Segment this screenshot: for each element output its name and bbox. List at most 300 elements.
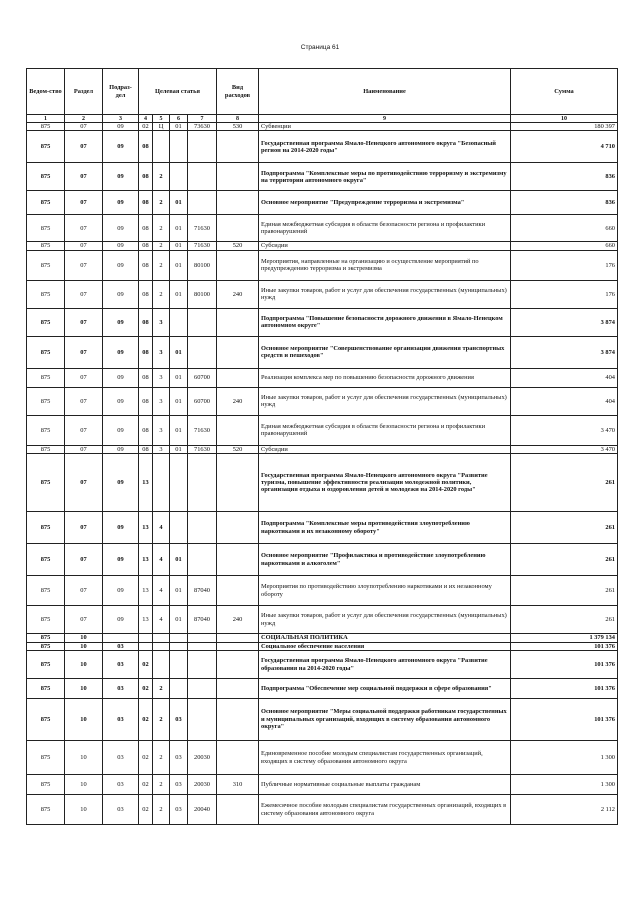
department-cell: 875 [27, 131, 65, 163]
subsection-cell: 09 [103, 191, 139, 215]
target-direction-cell: 20040 [188, 795, 217, 825]
sum-cell: 4 710 [511, 131, 618, 163]
column-number: 9 [259, 115, 511, 123]
subsection-cell: 09 [103, 242, 139, 250]
header-department: Ведом-ство [27, 69, 65, 115]
target-subprogram-cell: 2 [153, 775, 170, 795]
target-direction-cell [188, 512, 217, 544]
target-program-cell [139, 642, 153, 650]
section-cell: 10 [65, 651, 103, 679]
expense-type-cell [217, 131, 259, 163]
name-cell: Иные закупки товаров, работ и услуг для обеспечения государственных (муниципальных) нужд [259, 606, 511, 634]
target-program-cell: 13 [139, 544, 153, 576]
sum-cell: 261 [511, 454, 618, 512]
target-subprogram-cell [153, 651, 170, 679]
sum-cell: 1 300 [511, 775, 618, 795]
department-cell: 875 [27, 576, 65, 606]
sum-cell: 180 397 [511, 123, 618, 131]
expense-type-cell [217, 163, 259, 191]
target-program-cell: 08 [139, 280, 153, 308]
subsection-cell: 09 [103, 163, 139, 191]
target-activity-cell: 01 [170, 415, 188, 445]
name-cell: Ежемесячное пособие молодым специалистам государственных организаций, входящих в систему образования автономного округа [259, 795, 511, 825]
column-number: 7 [188, 115, 217, 123]
expense-type-cell [217, 250, 259, 280]
header-name: Наименование [259, 69, 511, 115]
target-subprogram-cell: 3 [153, 387, 170, 415]
target-program-cell: 13 [139, 512, 153, 544]
department-cell: 875 [27, 544, 65, 576]
department-cell: 875 [27, 454, 65, 512]
page-number-label: Страница 61 [300, 44, 340, 51]
target-activity-cell: 01 [170, 123, 188, 131]
sum-cell: 261 [511, 512, 618, 544]
subsection-cell: 09 [103, 368, 139, 387]
sum-cell: 1 300 [511, 741, 618, 775]
expense-type-cell [217, 454, 259, 512]
target-activity-cell: 01 [170, 191, 188, 215]
section-cell: 07 [65, 445, 103, 453]
target-subprogram-cell: 3 [153, 308, 170, 336]
target-subprogram-cell: 4 [153, 606, 170, 634]
subsection-cell: 03 [103, 699, 139, 741]
table-row [27, 795, 618, 825]
sum-cell: 836 [511, 191, 618, 215]
target-subprogram-cell: 2 [153, 280, 170, 308]
header-section: Раздел [65, 69, 103, 115]
name-cell: Основное мероприятие "Предупреждение терроризма и экстремизма" [259, 191, 511, 215]
target-direction-cell: 71630 [188, 415, 217, 445]
subsection-cell: 09 [103, 454, 139, 512]
target-subprogram-cell: 2 [153, 741, 170, 775]
target-subprogram-cell: 2 [153, 250, 170, 280]
sum-cell: 2 112 [511, 795, 618, 825]
target-direction-cell: 20030 [188, 741, 217, 775]
department-cell: 875 [27, 368, 65, 387]
target-activity-cell: 01 [170, 544, 188, 576]
name-cell: Единая межбюджетная субсидия в области безопасности региона и профилактики правонарушений [259, 215, 511, 242]
sum-cell: 261 [511, 544, 618, 576]
table-row [27, 642, 618, 650]
section-cell: 07 [65, 308, 103, 336]
target-program-cell: 13 [139, 454, 153, 512]
section-cell: 07 [65, 454, 103, 512]
department-cell: 875 [27, 280, 65, 308]
column-number: 8 [217, 115, 259, 123]
name-cell: Иные закупки товаров, работ и услуг для обеспечения государственных (муниципальных) нужд [259, 387, 511, 415]
target-program-cell: 08 [139, 163, 153, 191]
table-row [27, 250, 618, 280]
table-row [27, 336, 618, 368]
department-cell: 875 [27, 242, 65, 250]
target-subprogram-cell: Ц [153, 123, 170, 131]
section-cell: 10 [65, 795, 103, 825]
target-program-cell: 08 [139, 387, 153, 415]
name-cell: Основное мероприятие "Профилактика и противодействие злоупотреблению наркотиками и алкоголем" [259, 544, 511, 576]
table-row [27, 679, 618, 699]
target-activity-cell: 01 [170, 576, 188, 606]
target-direction-cell: 71630 [188, 445, 217, 453]
section-cell: 07 [65, 131, 103, 163]
expense-type-cell [217, 741, 259, 775]
name-cell: Мероприятия, направленные на организацию и осуществление мероприятий по предупреждению терроризма и экстремизма [259, 250, 511, 280]
sum-cell: 261 [511, 606, 618, 634]
target-direction-cell: 20030 [188, 775, 217, 795]
table-row [27, 242, 618, 250]
target-activity-cell: 01 [170, 368, 188, 387]
header-subsection: Подраз-дел [103, 69, 139, 115]
subsection-cell: 09 [103, 512, 139, 544]
name-cell: Подпрограмма "Повышение безопасности дорожного движения в Ямало-Ненецком автономном округе" [259, 308, 511, 336]
target-subprogram-cell: 2 [153, 163, 170, 191]
target-program-cell: 02 [139, 795, 153, 825]
section-cell: 07 [65, 280, 103, 308]
name-cell: Подпрограмма "Комплексные меры противодействия злоупотреблению наркотиками и их незаконному обороту" [259, 512, 511, 544]
name-cell: СОЦИАЛЬНАЯ ПОЛИТИКА [259, 634, 511, 642]
name-cell: Основное мероприятие "Совершенствование организации движения транспортных средств и пешеходов" [259, 336, 511, 368]
section-cell: 07 [65, 215, 103, 242]
department-cell: 875 [27, 123, 65, 131]
subsection-cell: 09 [103, 387, 139, 415]
table-row [27, 308, 618, 336]
subsection-cell: 09 [103, 415, 139, 445]
name-cell: Единая межбюджетная субсидия в области безопасности региона и профилактики правонарушений [259, 415, 511, 445]
target-program-cell: 02 [139, 775, 153, 795]
subsection-cell: 09 [103, 544, 139, 576]
department-cell: 875 [27, 651, 65, 679]
department-cell: 875 [27, 634, 65, 642]
table-row [27, 651, 618, 679]
sum-cell: 101 376 [511, 642, 618, 650]
target-activity-cell [170, 308, 188, 336]
sum-cell: 101 376 [511, 651, 618, 679]
subsection-cell [103, 634, 139, 642]
expense-type-cell [217, 642, 259, 650]
expense-type-cell [217, 544, 259, 576]
table-row [27, 415, 618, 445]
target-activity-cell: 03 [170, 699, 188, 741]
sum-cell: 404 [511, 368, 618, 387]
target-program-cell: 08 [139, 368, 153, 387]
table-row [27, 445, 618, 453]
section-cell: 07 [65, 242, 103, 250]
target-direction-cell [188, 131, 217, 163]
table-row [27, 131, 618, 163]
target-program-cell: 08 [139, 242, 153, 250]
section-cell: 07 [65, 415, 103, 445]
sum-cell: 660 [511, 215, 618, 242]
subsection-cell: 03 [103, 642, 139, 650]
target-activity-cell: 01 [170, 606, 188, 634]
target-activity-cell: 03 [170, 741, 188, 775]
expense-type-cell: 240 [217, 387, 259, 415]
sum-cell: 1 379 134 [511, 634, 618, 642]
expense-type-cell [217, 368, 259, 387]
section-cell: 10 [65, 634, 103, 642]
target-subprogram-cell: 3 [153, 336, 170, 368]
subsection-cell: 09 [103, 250, 139, 280]
section-cell: 07 [65, 576, 103, 606]
sum-cell: 836 [511, 163, 618, 191]
name-cell: Государственная программа Ямало-Ненецкого автономного округа "Развитие туризма, повышение эффективности реализации молодежной политики, организация отдыха и оздоровления детей и молодежи на 2014-2020 годы" [259, 454, 511, 512]
target-direction-cell [188, 191, 217, 215]
sum-cell: 3 874 [511, 308, 618, 336]
target-activity-cell: 03 [170, 775, 188, 795]
table-row [27, 576, 618, 606]
column-number: 10 [511, 115, 618, 123]
expense-type-cell [217, 415, 259, 445]
department-cell: 875 [27, 163, 65, 191]
target-subprogram-cell [153, 634, 170, 642]
table-row [27, 215, 618, 242]
target-activity-cell [170, 634, 188, 642]
table-row [27, 699, 618, 741]
subsection-cell: 09 [103, 123, 139, 131]
subsection-cell: 09 [103, 280, 139, 308]
target-activity-cell [170, 454, 188, 512]
target-direction-cell [188, 679, 217, 699]
target-subprogram-cell [153, 642, 170, 650]
expense-type-cell [217, 191, 259, 215]
table-row [27, 280, 618, 308]
sum-cell: 176 [511, 250, 618, 280]
subsection-cell: 03 [103, 679, 139, 699]
department-cell: 875 [27, 795, 65, 825]
section-cell: 07 [65, 387, 103, 415]
expense-type-cell [217, 795, 259, 825]
target-activity-cell [170, 131, 188, 163]
table-row [27, 454, 618, 512]
target-subprogram-cell: 2 [153, 699, 170, 741]
name-cell: Основное мероприятие "Меры социальной поддержки работникам государственных и муниципальных организаций, входящих в систему образования автономного округа" [259, 699, 511, 741]
name-cell: Субвенции [259, 123, 511, 131]
section-cell: 07 [65, 336, 103, 368]
table-row [27, 775, 618, 795]
target-direction-cell: 71630 [188, 242, 217, 250]
target-direction-cell: 87040 [188, 606, 217, 634]
target-subprogram-cell [153, 454, 170, 512]
target-subprogram-cell: 4 [153, 544, 170, 576]
target-subprogram-cell: 2 [153, 215, 170, 242]
column-number: 6 [170, 115, 188, 123]
name-cell: Подпрограмма "Обеспечение мер социальной поддержки в сфере образования" [259, 679, 511, 699]
section-cell: 07 [65, 512, 103, 544]
target-program-cell: 08 [139, 415, 153, 445]
subsection-cell: 09 [103, 576, 139, 606]
sum-cell: 660 [511, 242, 618, 250]
target-activity-cell: 01 [170, 387, 188, 415]
expense-type-cell: 240 [217, 280, 259, 308]
expense-type-cell [217, 336, 259, 368]
section-cell: 07 [65, 250, 103, 280]
department-cell: 875 [27, 775, 65, 795]
name-cell: Подпрограмма "Комплексные меры по противодействию терроризму и экстремизму на территории автономного округа" [259, 163, 511, 191]
expense-type-cell [217, 679, 259, 699]
target-subprogram-cell: 3 [153, 368, 170, 387]
target-activity-cell: 01 [170, 280, 188, 308]
department-cell: 875 [27, 679, 65, 699]
expense-type-cell: 530 [217, 123, 259, 131]
department-cell: 875 [27, 445, 65, 453]
department-cell: 875 [27, 250, 65, 280]
section-cell: 07 [65, 123, 103, 131]
table-row [27, 741, 618, 775]
column-number: 1 [27, 115, 65, 123]
header-row [27, 69, 618, 115]
target-activity-cell: 01 [170, 336, 188, 368]
department-cell: 875 [27, 387, 65, 415]
target-program-cell: 08 [139, 250, 153, 280]
column-number: 3 [103, 115, 139, 123]
target-activity-cell: 01 [170, 242, 188, 250]
sum-cell: 3 874 [511, 336, 618, 368]
target-program-cell [139, 634, 153, 642]
target-direction-cell: 80100 [188, 250, 217, 280]
target-activity-cell: 03 [170, 795, 188, 825]
department-cell: 875 [27, 606, 65, 634]
name-cell: Субсидии [259, 445, 511, 453]
expense-type-cell: 520 [217, 242, 259, 250]
target-program-cell: 02 [139, 741, 153, 775]
subsection-cell: 03 [103, 741, 139, 775]
target-program-cell: 08 [139, 191, 153, 215]
expense-type-cell [217, 215, 259, 242]
target-direction-cell: 60700 [188, 387, 217, 415]
budget-table [26, 68, 618, 825]
target-activity-cell [170, 512, 188, 544]
section-cell: 07 [65, 606, 103, 634]
target-program-cell: 08 [139, 445, 153, 453]
table-row [27, 163, 618, 191]
target-direction-cell [188, 336, 217, 368]
target-subprogram-cell: 4 [153, 512, 170, 544]
section-cell: 10 [65, 642, 103, 650]
name-cell: Государственная программа Ямало-Ненецкого автономного округа "Развитие образования на 2014-2020 годы" [259, 651, 511, 679]
target-activity-cell [170, 679, 188, 699]
target-subprogram-cell: 2 [153, 242, 170, 250]
target-program-cell: 02 [139, 679, 153, 699]
header-expense-type: Вид расходов [217, 69, 259, 115]
sum-cell: 261 [511, 576, 618, 606]
table-body [27, 123, 618, 825]
section-cell: 10 [65, 741, 103, 775]
name-cell: Иные закупки товаров, работ и услуг для обеспечения государственных (муниципальных) нужд [259, 280, 511, 308]
target-activity-cell [170, 163, 188, 191]
target-program-cell: 02 [139, 699, 153, 741]
table-row [27, 387, 618, 415]
target-subprogram-cell: 3 [153, 415, 170, 445]
target-direction-cell: 71630 [188, 215, 217, 242]
subsection-cell: 03 [103, 651, 139, 679]
department-cell: 875 [27, 191, 65, 215]
table-row [27, 634, 618, 642]
department-cell: 875 [27, 336, 65, 368]
section-cell: 07 [65, 368, 103, 387]
sum-cell: 101 376 [511, 679, 618, 699]
expense-type-cell [217, 699, 259, 741]
target-program-cell: 02 [139, 651, 153, 679]
table-row [27, 368, 618, 387]
target-program-cell: 13 [139, 576, 153, 606]
subsection-cell: 03 [103, 775, 139, 795]
section-cell: 07 [65, 163, 103, 191]
section-cell: 07 [65, 191, 103, 215]
target-program-cell: 08 [139, 336, 153, 368]
header-sum: Сумма [511, 69, 618, 115]
expense-type-cell [217, 512, 259, 544]
column-number: 4 [139, 115, 153, 123]
target-subprogram-cell [153, 131, 170, 163]
section-cell: 10 [65, 679, 103, 699]
table-row [27, 123, 618, 131]
column-number: 2 [65, 115, 103, 123]
target-direction-cell [188, 163, 217, 191]
name-cell: Социальное обеспечение населения [259, 642, 511, 650]
expense-type-cell [217, 651, 259, 679]
name-cell: Единовременное пособие молодым специалистам государственных организаций, входящих в систему образования автономного округа [259, 741, 511, 775]
target-direction-cell [188, 308, 217, 336]
target-direction-cell [188, 454, 217, 512]
target-direction-cell [188, 642, 217, 650]
target-activity-cell [170, 651, 188, 679]
target-activity-cell [170, 642, 188, 650]
department-cell: 875 [27, 512, 65, 544]
target-subprogram-cell: 2 [153, 795, 170, 825]
sum-cell: 3 470 [511, 415, 618, 445]
subsection-cell: 09 [103, 308, 139, 336]
column-number: 5 [153, 115, 170, 123]
subsection-cell: 09 [103, 131, 139, 163]
sum-cell: 404 [511, 387, 618, 415]
target-program-cell: 08 [139, 308, 153, 336]
expense-type-cell: 520 [217, 445, 259, 453]
target-direction-cell: 60700 [188, 368, 217, 387]
sum-cell: 176 [511, 280, 618, 308]
expense-type-cell [217, 576, 259, 606]
table-row [27, 606, 618, 634]
target-direction-cell: 80100 [188, 280, 217, 308]
department-cell: 875 [27, 415, 65, 445]
subsection-cell: 09 [103, 606, 139, 634]
expense-type-cell [217, 634, 259, 642]
target-activity-cell: 01 [170, 250, 188, 280]
subsection-cell: 09 [103, 336, 139, 368]
name-cell: Государственная программа Ямало-Ненецкого автономного округа "Безопасный регион на 2014-2020 годы" [259, 131, 511, 163]
target-direction-cell: 87040 [188, 576, 217, 606]
name-cell: Публичные нормативные социальные выплаты гражданам [259, 775, 511, 795]
section-cell: 10 [65, 699, 103, 741]
department-cell: 875 [27, 215, 65, 242]
column-number-row [27, 115, 618, 123]
expense-type-cell [217, 308, 259, 336]
target-subprogram-cell: 4 [153, 576, 170, 606]
table-row [27, 544, 618, 576]
target-activity-cell: 01 [170, 445, 188, 453]
target-activity-cell: 01 [170, 215, 188, 242]
name-cell: Мероприятия по противодействию злоупотреблению наркотиками и их незаконному обороту [259, 576, 511, 606]
subsection-cell: 03 [103, 795, 139, 825]
subsection-cell: 09 [103, 215, 139, 242]
name-cell: Реализация комплекса мер по повышению безопасности дорожного движения [259, 368, 511, 387]
target-program-cell: 02 [139, 123, 153, 131]
sum-cell: 101 376 [511, 699, 618, 741]
target-subprogram-cell: 2 [153, 191, 170, 215]
department-cell: 875 [27, 308, 65, 336]
name-cell: Субсидии [259, 242, 511, 250]
target-program-cell: 08 [139, 131, 153, 163]
department-cell: 875 [27, 699, 65, 741]
target-program-cell: 08 [139, 215, 153, 242]
